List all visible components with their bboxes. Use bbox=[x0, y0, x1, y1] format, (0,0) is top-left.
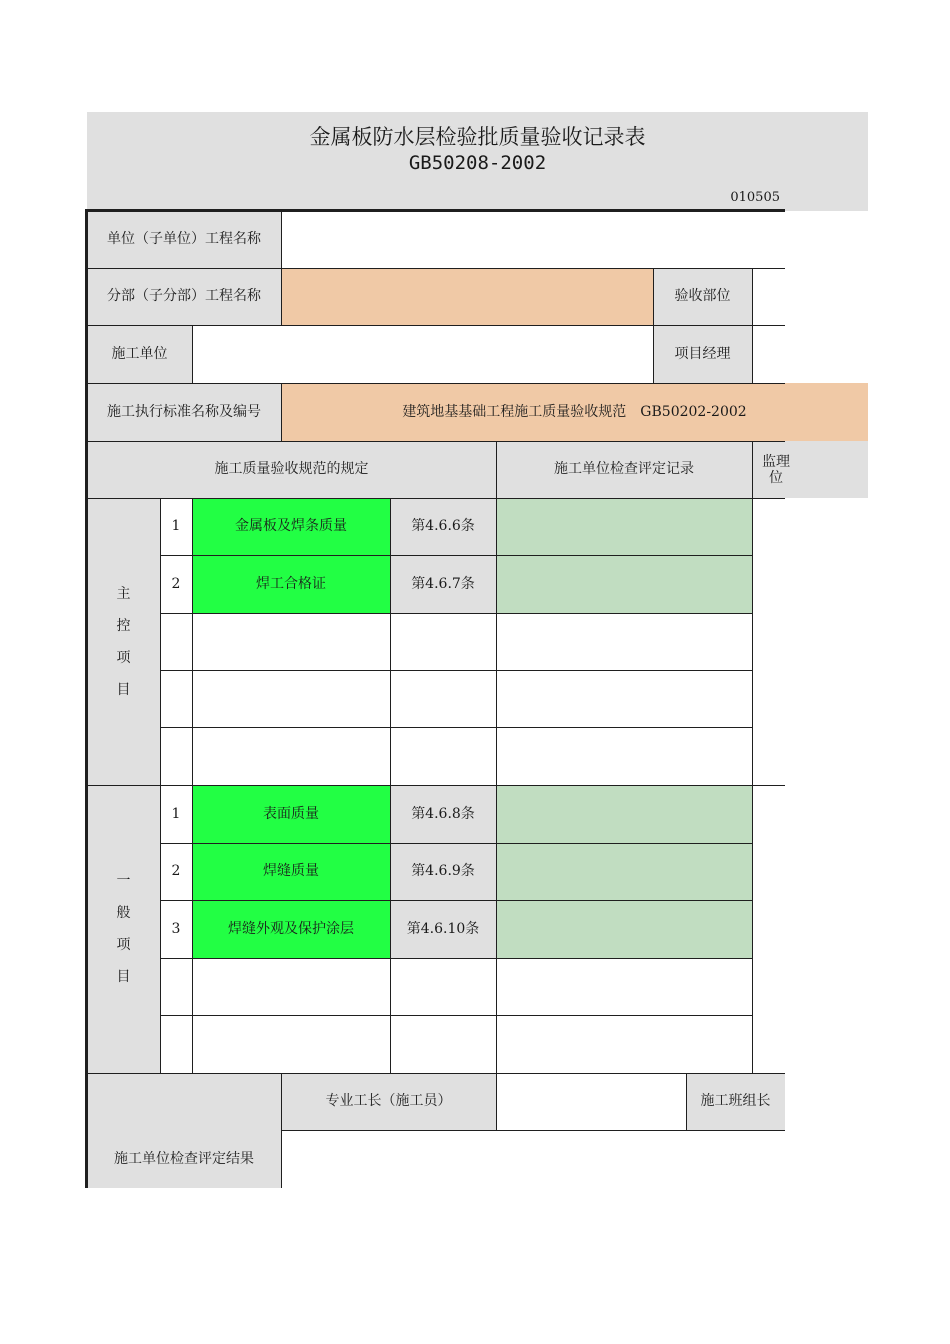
contractor-result-label: 施工单位检查评定结果 bbox=[87, 1073, 281, 1188]
grid-line bbox=[160, 613, 752, 614]
foreman-label: 专业工长（施工员） bbox=[281, 1073, 496, 1130]
form-standard: GB50208-2002 bbox=[408, 151, 547, 174]
general-item-clause: 第4.6.9条 bbox=[390, 843, 496, 900]
grid-line bbox=[496, 1073, 497, 1130]
general-item-record[interactable] bbox=[496, 1015, 752, 1073]
unit-project-label: 单位（子单位）工程名称 bbox=[87, 211, 281, 268]
general-items-section-label bbox=[87, 785, 160, 1073]
main-item-clause[interactable] bbox=[390, 670, 496, 727]
sub-project-field[interactable] bbox=[281, 268, 653, 325]
general-item-number: 2 bbox=[171, 863, 181, 880]
grid-line bbox=[281, 383, 282, 441]
grid-line bbox=[281, 268, 282, 325]
grid-line bbox=[85, 209, 785, 212]
general-item-number: 1 bbox=[171, 805, 181, 822]
main-item-clause[interactable] bbox=[390, 613, 496, 670]
grid-line bbox=[160, 843, 752, 844]
general-items-label-char: 目 bbox=[116, 969, 131, 985]
grid-line bbox=[496, 441, 497, 1073]
acceptance-part-label: 验收部位 bbox=[653, 268, 752, 325]
spec-rules-header: 施工质量验收规范的规定 bbox=[87, 441, 496, 498]
general-item-number bbox=[160, 1015, 192, 1073]
general-items-label-char: 般 bbox=[116, 905, 131, 921]
contractor-label: 施工单位 bbox=[87, 325, 192, 383]
grid-line bbox=[653, 268, 654, 383]
main-item-number bbox=[160, 670, 192, 727]
grid-line bbox=[686, 1073, 687, 1130]
project-manager-label: 项目经理 bbox=[653, 325, 752, 383]
main-items-label-char: 项 bbox=[116, 649, 131, 666]
grid-line bbox=[390, 498, 391, 1073]
grid-line bbox=[160, 498, 161, 1073]
general-item-record[interactable] bbox=[496, 785, 752, 843]
general-item-number: 3 bbox=[171, 920, 181, 937]
contractor-record-header: 施工单位检查评定记录 bbox=[496, 441, 752, 498]
main-item-clause[interactable] bbox=[390, 727, 496, 785]
main-item-record[interactable] bbox=[496, 670, 752, 727]
grid-line bbox=[281, 1130, 785, 1131]
supervisor-record-header: 监理 位 bbox=[752, 441, 868, 498]
main-item-record[interactable] bbox=[496, 613, 752, 670]
grid-line bbox=[160, 900, 752, 901]
general-item-clause[interactable] bbox=[390, 1015, 496, 1073]
form-code: 010505 bbox=[730, 190, 780, 206]
general-item-name[interactable] bbox=[192, 958, 390, 1015]
general-item-clause: 第4.6.10条 bbox=[390, 900, 496, 958]
main-item-number bbox=[160, 613, 192, 670]
sub-project-label: 分部（子分部）工程名称 bbox=[87, 268, 281, 325]
grid-line bbox=[160, 555, 752, 556]
contractor-field[interactable] bbox=[192, 325, 653, 383]
main-items-label-char: 目 bbox=[116, 681, 131, 698]
contractor-result-field[interactable] bbox=[281, 1130, 785, 1188]
main-item-number: 2 bbox=[171, 575, 181, 592]
general-item-record[interactable] bbox=[496, 900, 752, 958]
main-item-name[interactable] bbox=[192, 613, 390, 670]
main-item-clause: 第4.6.6条 bbox=[390, 498, 496, 555]
main-item-record[interactable] bbox=[496, 727, 752, 785]
general-item-clause[interactable] bbox=[390, 958, 496, 1015]
main-items-label-char: 主 bbox=[116, 585, 131, 602]
form-title: 金属板防水层检验批质量验收记录表 bbox=[309, 125, 646, 150]
general-item-record[interactable] bbox=[496, 843, 752, 900]
grid-line bbox=[192, 498, 193, 1073]
main-item-name: 焊工合格证 bbox=[192, 555, 390, 613]
general-item-name: 表面质量 bbox=[192, 785, 390, 843]
grid-line bbox=[192, 325, 193, 383]
grid-line bbox=[87, 383, 785, 384]
main-item-number: 1 bbox=[171, 518, 181, 535]
general-item-name: 焊缝外观及保护涂层 bbox=[192, 900, 390, 958]
main-item-name[interactable] bbox=[192, 727, 390, 785]
grid-line bbox=[752, 268, 753, 383]
grid-line bbox=[85, 209, 88, 1188]
project-manager-field[interactable] bbox=[752, 325, 785, 383]
acceptance-part-field[interactable] bbox=[752, 268, 785, 325]
main-item-clause: 第4.6.7条 bbox=[390, 555, 496, 613]
grid-line bbox=[281, 1073, 282, 1188]
grid-line bbox=[752, 441, 753, 1073]
main-item-record[interactable] bbox=[496, 498, 752, 555]
grid-line bbox=[160, 958, 752, 959]
exec-standard-field[interactable]: 建筑地基基础工程施工质量验收规范 GB50202-2002 bbox=[281, 383, 868, 441]
general-item-name[interactable] bbox=[192, 1015, 390, 1073]
grid-line bbox=[281, 211, 282, 268]
grid-line bbox=[87, 268, 785, 269]
main-item-name[interactable] bbox=[192, 670, 390, 727]
general-items-label-char: 一 bbox=[116, 873, 131, 889]
general-item-record[interactable] bbox=[496, 958, 752, 1015]
grid-line bbox=[160, 1015, 752, 1016]
grid-line bbox=[160, 670, 752, 671]
general-item-clause: 第4.6.8条 bbox=[390, 785, 496, 843]
general-items-label-char: 项 bbox=[116, 937, 131, 953]
main-items-label-char: 控 bbox=[116, 617, 131, 634]
grid-line bbox=[87, 1073, 785, 1074]
team-leader-label: 施工班组长 bbox=[686, 1073, 785, 1130]
general-item-number bbox=[160, 958, 192, 1015]
main-items-section-label bbox=[87, 498, 160, 785]
foreman-field[interactable] bbox=[496, 1073, 686, 1130]
grid-line bbox=[87, 441, 785, 442]
unit-project-field[interactable] bbox=[281, 211, 785, 268]
grid-line bbox=[160, 727, 752, 728]
general-item-name: 焊缝质量 bbox=[192, 843, 390, 900]
main-item-number bbox=[160, 727, 192, 785]
main-item-record[interactable] bbox=[496, 555, 752, 613]
exec-standard-label: 施工执行标准名称及编号 bbox=[87, 383, 281, 441]
main-item-name: 金属板及焊条质量 bbox=[192, 498, 390, 555]
